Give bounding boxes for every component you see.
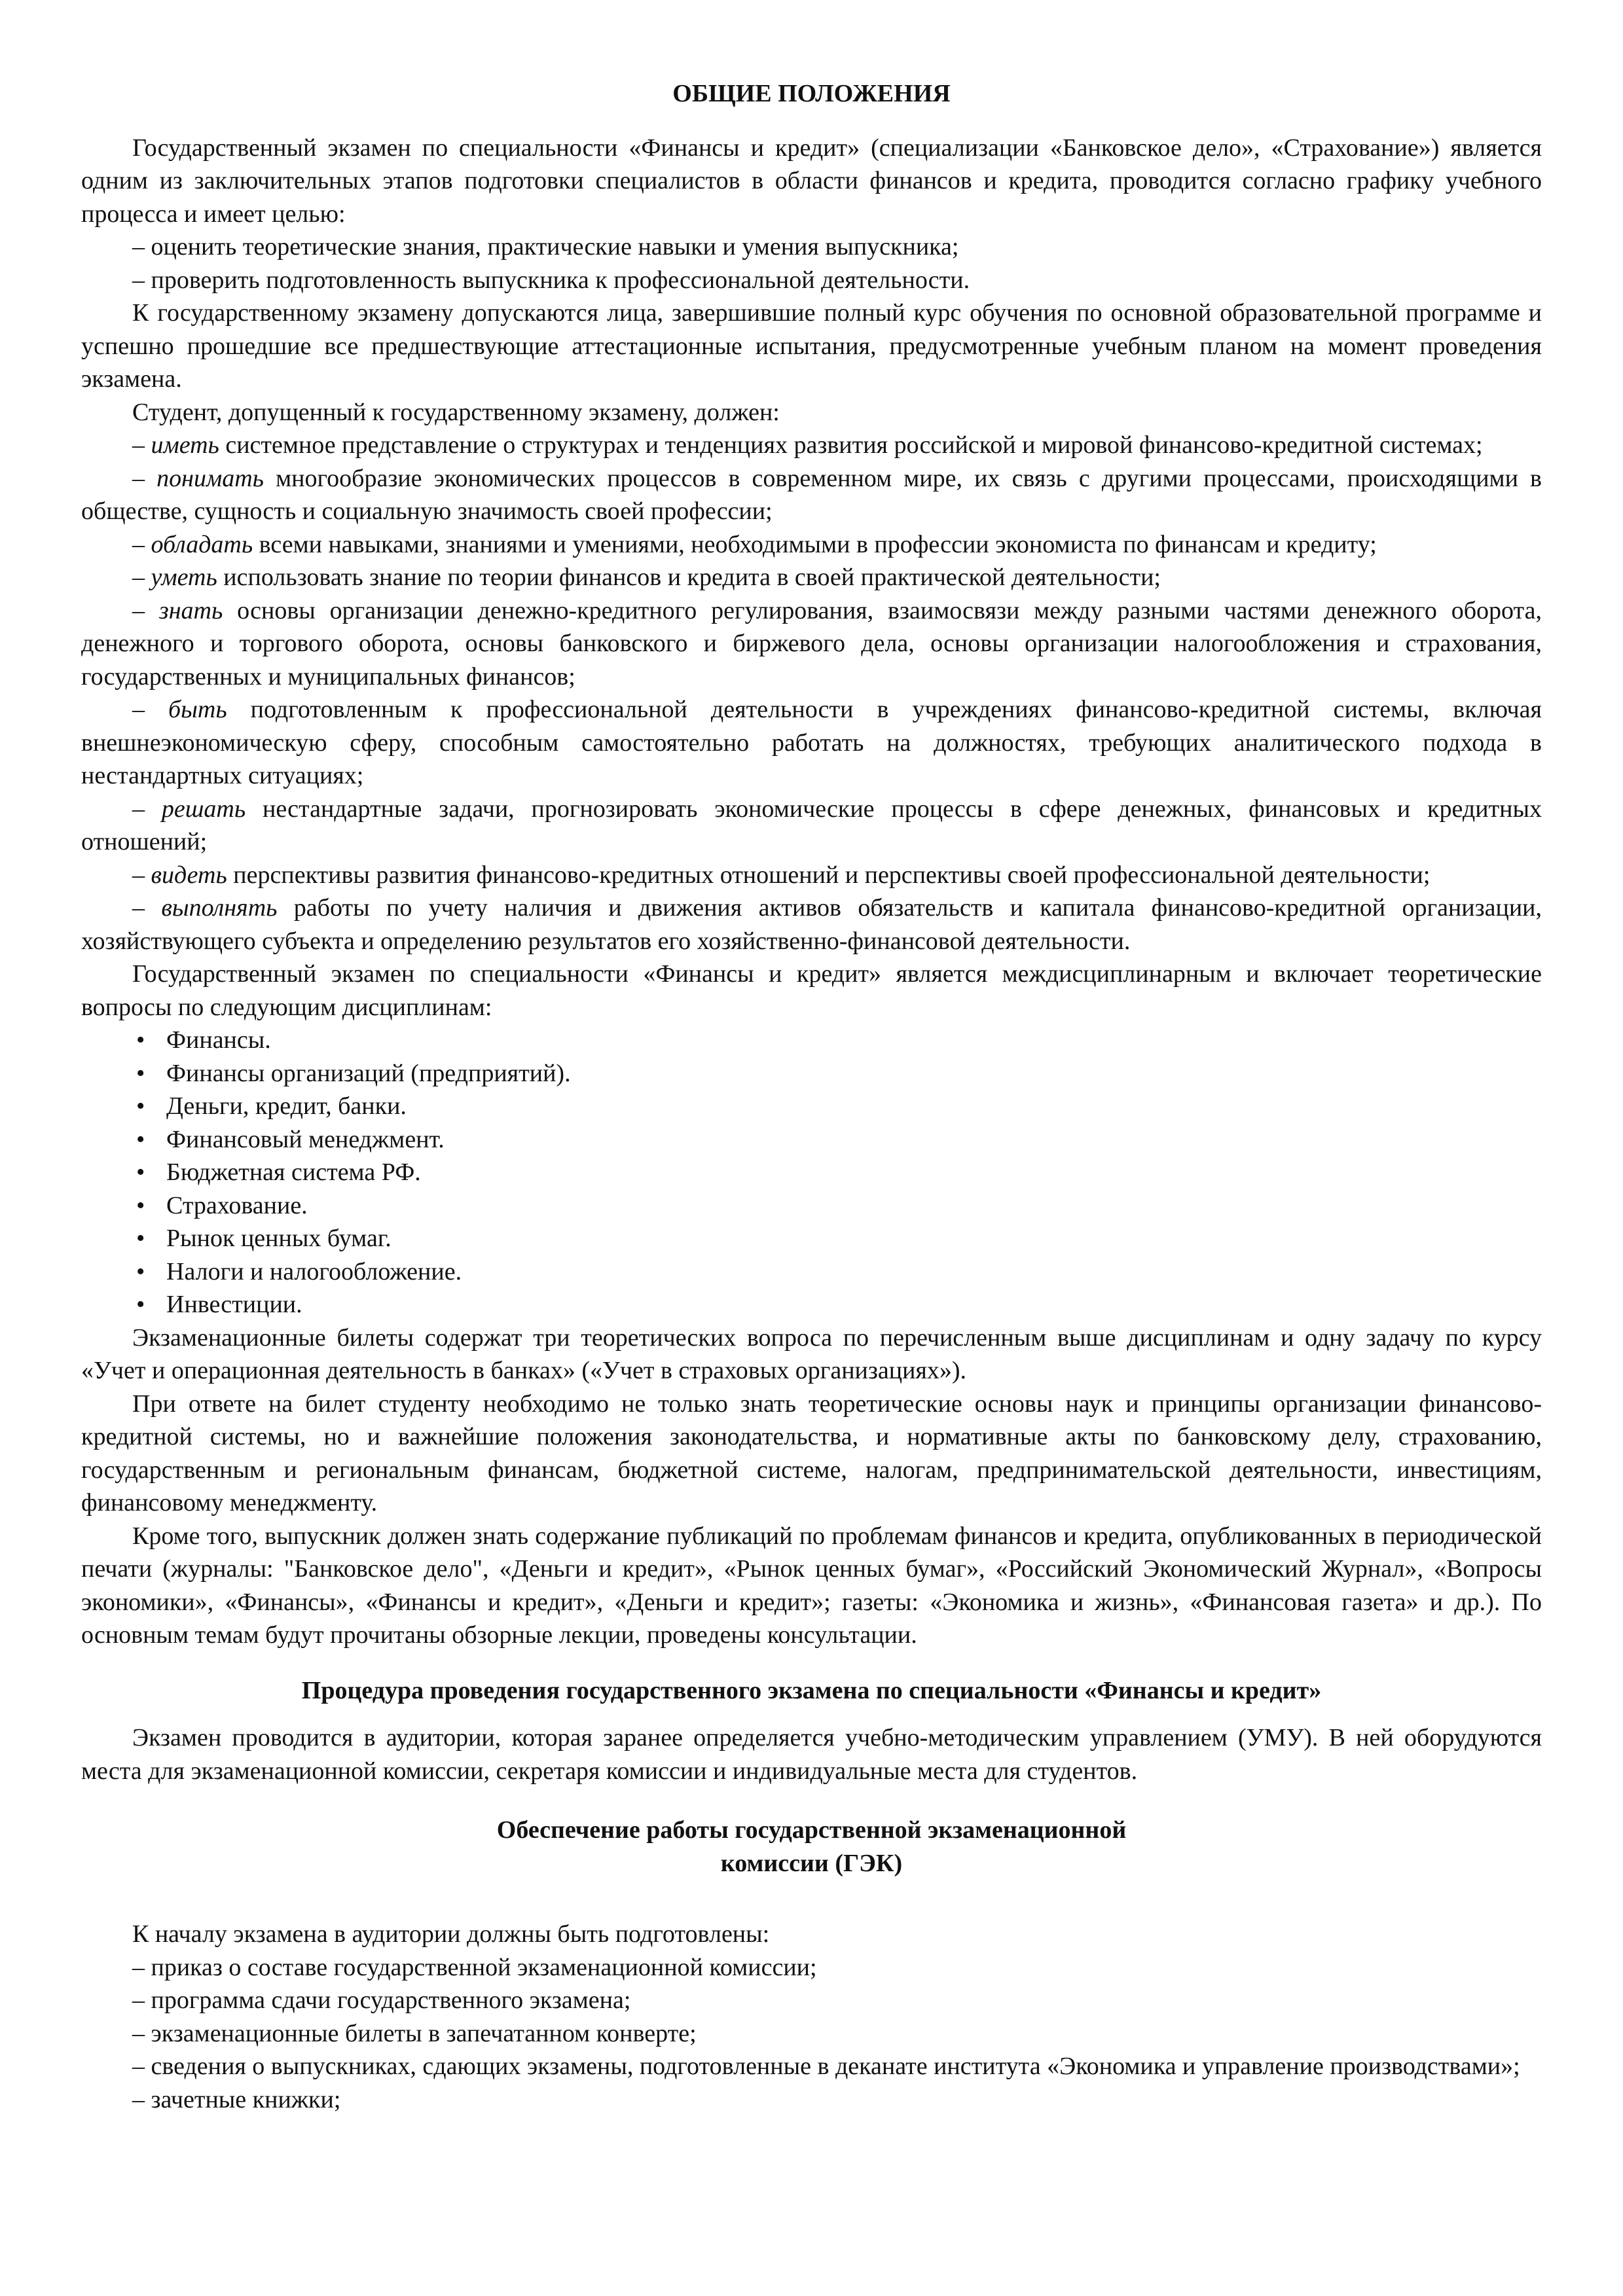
requirement-item <box>81 594 1542 694</box>
requirement-verb: решать <box>161 795 246 823</box>
requirement-item <box>81 561 1542 594</box>
requirement-text: нестандартные задачи, прогнозировать экономические процессы в сфере денежных, финансовых и кредитных отношений; <box>81 795 1542 855</box>
requirement-text: подготовленным к профессиональной деятельности в учреждениях финансово-кредитной системы, включая внешнеэкономическую сферу, способным самостоятельно работать на должностях, требующих аналитического подхода в нестандартных ситуациях; <box>81 696 1542 789</box>
discipline-item: • Налоги и налогообложение. <box>132 1255 1542 1289</box>
requirement-text: использовать знание по теории финансов и кредита в своей практической деятельности; <box>217 564 1161 591</box>
discipline-item: • Страхование. <box>132 1189 1542 1223</box>
requirement-verb: иметь <box>151 431 219 459</box>
intro-paragraph: Государственный экзамен по специальности «Финансы и кредит» (специализации «Банковское дело», «Страхование») является одним из заключительных этапов подготовки специалистов в области финансов и кредита, проводится согласно графику учебного процесса и имеет целью: <box>81 134 1542 228</box>
discipline-item: • Финансы. <box>132 1024 1542 1057</box>
discipline-item: • Рынок ценных бумаг. <box>132 1222 1542 1255</box>
requirement-verb: быть <box>168 696 227 723</box>
support-item: – программа сдачи государственного экзамена; <box>132 1986 631 2014</box>
disciplines-list <box>81 1024 1542 1321</box>
requirement-item <box>81 891 1542 958</box>
requirement-text: работы по учету наличия и движения активов обязательств и капитала финансово-кредитной организации, хозяйствующего субъекта и определению результатов его хозяйственно-финансовой деятельности. <box>81 894 1542 955</box>
support-item: – приказ о составе государственной экзаменационной комиссии; <box>132 1953 817 1981</box>
page-title: ОБЩИЕ ПОЛОЖЕНИЯ <box>672 80 951 107</box>
requirements-list <box>81 429 1542 958</box>
requirement-text: перспективы развития финансово-кредитных отношений и перспективы своей профессиональной деятельности; <box>227 861 1431 889</box>
procedure-paragraph: Экзамен проводится в аудитории, которая заранее определяется учебно-методическим управлением (УМУ). В ней оборудуются места для экзаменационной комиссии, секретаря комиссии и индивидуальные места для студентов. <box>81 1724 1542 1785</box>
dash-marker: – <box>132 431 151 459</box>
requirement-item <box>81 528 1542 562</box>
discipline-item: • Финансы организаций (предприятий). <box>132 1057 1542 1090</box>
support-item: – экзаменационные билеты в запечатанном конверте; <box>132 2019 697 2047</box>
publications-paragraph: Кроме того, выпускник должен знать содержание публикаций по проблемам финансов и кредита, опубликованных в периодической печати (журналы: "Банковское дело", «Деньги и кредит», «Рынок ценных бумаг», «Российский Экономический Журнал», «Вопросы экономики», «Финансы», «Финансы и кредит», «Деньги и кредит»; газеты: «Экономика и жизнь», «Финансовая газета» и др.). По основным темам будут прочитаны обзорные лекции, проведены консультации. <box>81 1522 1542 1649</box>
requirement-item <box>81 793 1542 859</box>
dash-marker: – <box>132 696 169 723</box>
discipline-item: • Деньги, кредит, банки. <box>132 1090 1542 1123</box>
dash-marker: – <box>132 464 157 492</box>
dash-marker: – <box>132 596 159 624</box>
discipline-item: • Бюджетная система РФ. <box>132 1156 1542 1189</box>
discipline-item: • Финансовый менеджмент. <box>132 1123 1542 1157</box>
requirement-item <box>81 693 1542 793</box>
requirement-text: основы организации денежно-кредитного регулирования, взаимосвязи между разными частями денежного оборота, денежного и торгового оборота, основы банковского и биржевого дела, основы организации налогообложения и страхования, государственных и муниципальных финансов; <box>81 596 1542 691</box>
disciplines-intro: Государственный экзамен по специальности «Финансы и кредит» является междисциплинарным и включает теоретические вопросы по следующим дисциплинам: <box>81 960 1542 1021</box>
support-item: – сведения о выпускниках, сдающих экзамены, подготовленные в деканате института «Экономика и управление производствами»; <box>132 2053 1520 2080</box>
requirement-item <box>81 462 1542 528</box>
admission-paragraph: К государственному экзамену допускаются лица, завершившие полный курс обучения по основной образовательной программе и успешно прошедшие все предшествующие аттестационные испытания, предусмотренные учебным планом на момент проведения экзамена. <box>81 299 1542 393</box>
dash-marker: – <box>132 861 151 889</box>
dash-marker: – <box>132 894 162 922</box>
support-heading <box>81 1814 1542 1880</box>
dash-marker: – <box>132 564 151 591</box>
requirement-text: многообразие экономических процессов в современном мире, их связь с другими процессами, происходящими в обществе, сущность и социальную значимость своей профессии; <box>81 464 1542 525</box>
requirement-text: всеми навыками, знаниями и умениями, необходимыми в профессии экономиста по финансам и кредиту; <box>253 530 1377 558</box>
support-heading-line: комиссии (ГЭК) <box>720 1849 903 1877</box>
procedure-heading: Процедура проведения государственного экзамена по специальности «Финансы и кредит» <box>301 1676 1322 1704</box>
requirement-verb: знать <box>158 596 223 624</box>
requirement-text: системное представление о структурах и тенденциях развития российской и мировой финансово-кредитной системах; <box>219 431 1483 459</box>
requirement-verb: уметь <box>151 564 217 591</box>
support-intro: К началу экзамена в аудитории должны быть подготовлены: <box>132 1920 770 1948</box>
answer-paragraph: При ответе на билет студенту необходимо не только знать теоретические основы наук и принципы организации финансово-кредитной системы, но и важнейшие положения законодательства, и нормативные акты по банковскому делу, страхованию, государственным и региональным финансам, бюджетной системе, налогам, предпринимательской деятельности, инвестициям, финансовому менеджменту. <box>81 1390 1542 1516</box>
goal-item: – проверить подготовленность выпускника к профессиональной деятельности. <box>132 266 970 294</box>
support-heading-line: Обеспечение работы государственной экзаменационной <box>496 1816 1127 1844</box>
goal-item: – оценить теоретические знания, практические навыки и умения выпускника; <box>132 233 959 260</box>
requirement-verb: понимать <box>156 464 264 492</box>
support-item: – зачетные книжки; <box>132 2085 341 2113</box>
requirement-item <box>81 429 1542 462</box>
requirement-verb: обладать <box>151 530 253 558</box>
requirement-verb: видеть <box>151 861 227 889</box>
dash-marker: – <box>132 795 162 823</box>
requirements-intro: Студент, допущенный к государственному экзамену, должен: <box>132 398 780 426</box>
tickets-paragraph: Экзаменационные билеты содержат три теоретических вопроса по перечисленным выше дисциплинам и одну задачу по курсу «Учет и операционная деятельность в банках» («Учет в страховых организациях»). <box>81 1323 1542 1384</box>
requirement-item <box>81 859 1542 892</box>
dash-marker: – <box>132 530 151 558</box>
discipline-item: • Инвестиции. <box>132 1288 1542 1321</box>
requirement-verb: выполнять <box>161 894 278 922</box>
